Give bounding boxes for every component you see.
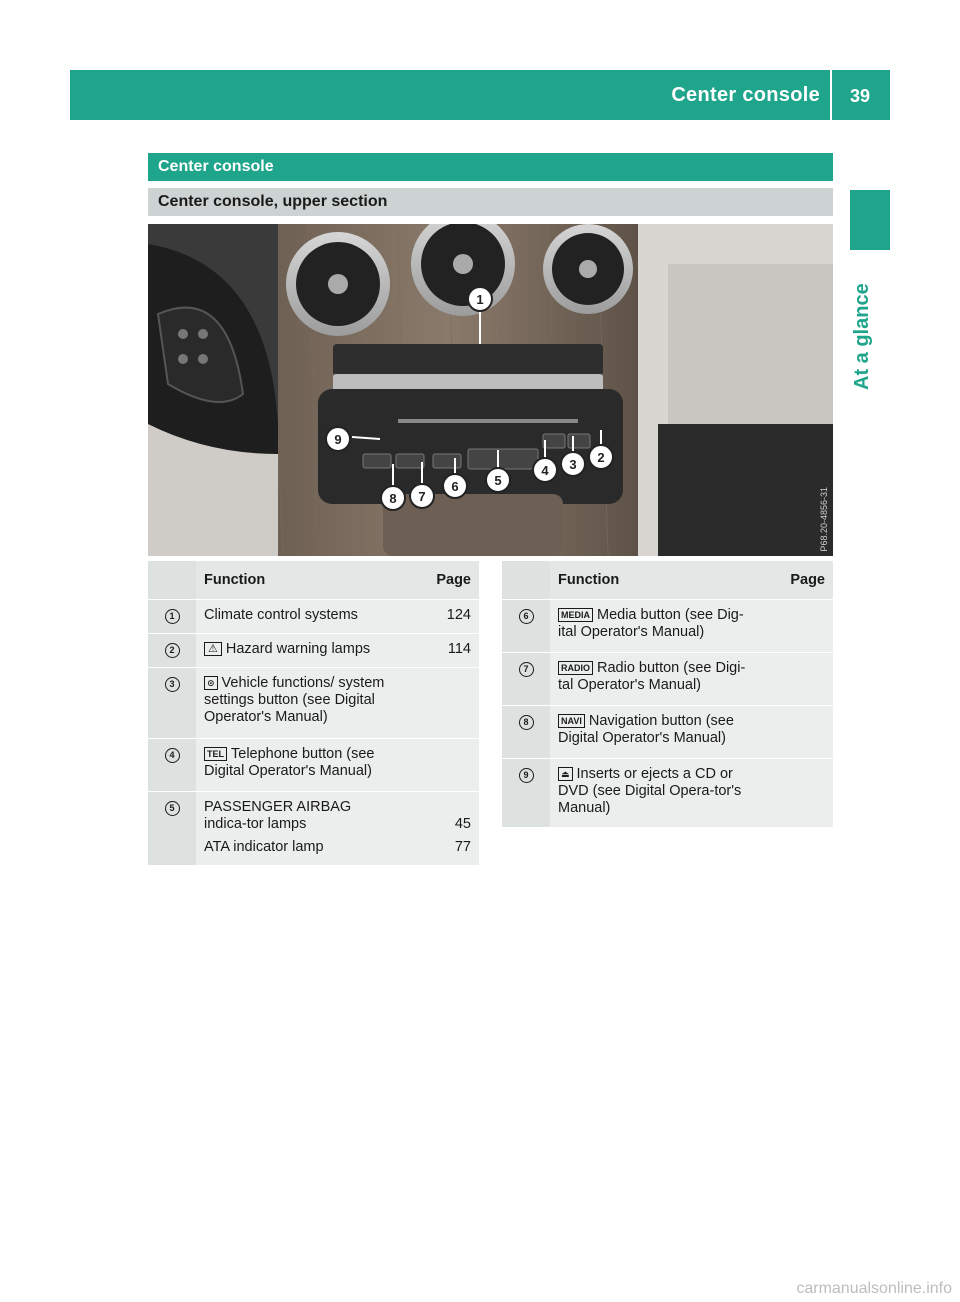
function-text: Vehicle functions/ system settings button (see Digital Operator's Manual) [204, 675, 385, 725]
function-text: PASSENGER AIRBAG indica-tor lamps [204, 799, 352, 832]
header-title: Center console [671, 84, 820, 106]
item-number: 1 [165, 609, 180, 624]
function-text: Climate control systems [204, 607, 358, 623]
table-row [502, 759, 833, 828]
watermark: carmanualsonline.info [796, 1280, 952, 1297]
function-text: Inserts or ejects a CD or DVD (see Digital Opera-tor's Manual) [558, 766, 742, 816]
sub-heading: Center console, upper section [148, 188, 833, 216]
function-column-header: Function [550, 561, 759, 600]
item-number: 8 [519, 715, 534, 730]
table-row [148, 600, 479, 634]
table-row [148, 634, 479, 668]
item-number: 9 [519, 768, 534, 783]
svg-text:9: 9 [334, 432, 342, 447]
function-table-right [502, 561, 833, 828]
item-number: 7 [519, 662, 534, 677]
function-text: Hazard warning lamps [225, 641, 371, 657]
item-number: 6 [519, 609, 534, 624]
function-text: Radio button (see Digi-tal Operator's Manual) [558, 660, 746, 693]
page-ref: 124 [446, 607, 471, 623]
svg-text:1: 1 [476, 292, 484, 307]
eject-icon: ⏏ [558, 767, 573, 781]
svg-text:2: 2 [597, 450, 605, 465]
function-column-header: Function [196, 561, 405, 600]
page-header [70, 70, 890, 120]
page-ref: 45 [454, 816, 471, 832]
page-ref: 114 [447, 641, 471, 657]
table-row [502, 600, 833, 653]
svg-text:6: 6 [451, 479, 459, 494]
table-row [148, 668, 479, 739]
side-tab-label: At a glance [851, 283, 873, 390]
function-subtext: ATA indicator lamp [204, 839, 324, 855]
photo-reference-code: P68.20-4856-31 [819, 487, 829, 552]
page-column-header: Page [759, 561, 833, 600]
navigation-icon: NAVI [558, 714, 585, 728]
table-header-row [502, 561, 833, 600]
center-console-photo [148, 224, 833, 556]
side-tab-marker [850, 190, 890, 250]
radio-icon: RADIO [558, 661, 593, 675]
telephone-icon: TEL [204, 747, 227, 761]
item-number: 5 [165, 801, 180, 816]
table-row [148, 739, 479, 792]
table-row [502, 653, 833, 706]
function-text: Telephone button (see Digital Operator's Manual) [204, 746, 375, 779]
svg-text:3: 3 [569, 457, 577, 472]
function-text: Media button (see Dig-ital Operator's Manual) [558, 607, 744, 640]
table-header-row [148, 561, 479, 600]
section-heading: Center console [148, 153, 833, 181]
page-ref-sub: 77 [454, 839, 471, 855]
function-table-left [148, 561, 479, 866]
svg-text:4: 4 [541, 463, 549, 478]
item-number: 3 [165, 677, 180, 692]
item-number: 4 [165, 748, 180, 763]
page-column-header: Page [405, 561, 479, 600]
media-icon: MEDIA [558, 608, 593, 622]
vehicle-icon: ⊙ [204, 676, 218, 690]
page-number: 39 [849, 86, 870, 106]
hazard-icon: ⚠ [204, 642, 222, 656]
svg-text:7: 7 [418, 489, 426, 504]
table-row [148, 792, 479, 866]
table-row [502, 706, 833, 759]
svg-text:8: 8 [389, 491, 397, 506]
header-separator [830, 70, 832, 120]
item-number: 2 [165, 643, 180, 658]
svg-text:5: 5 [494, 473, 502, 488]
function-text: Navigation button (see Digital Operator's Manual) [558, 713, 734, 746]
